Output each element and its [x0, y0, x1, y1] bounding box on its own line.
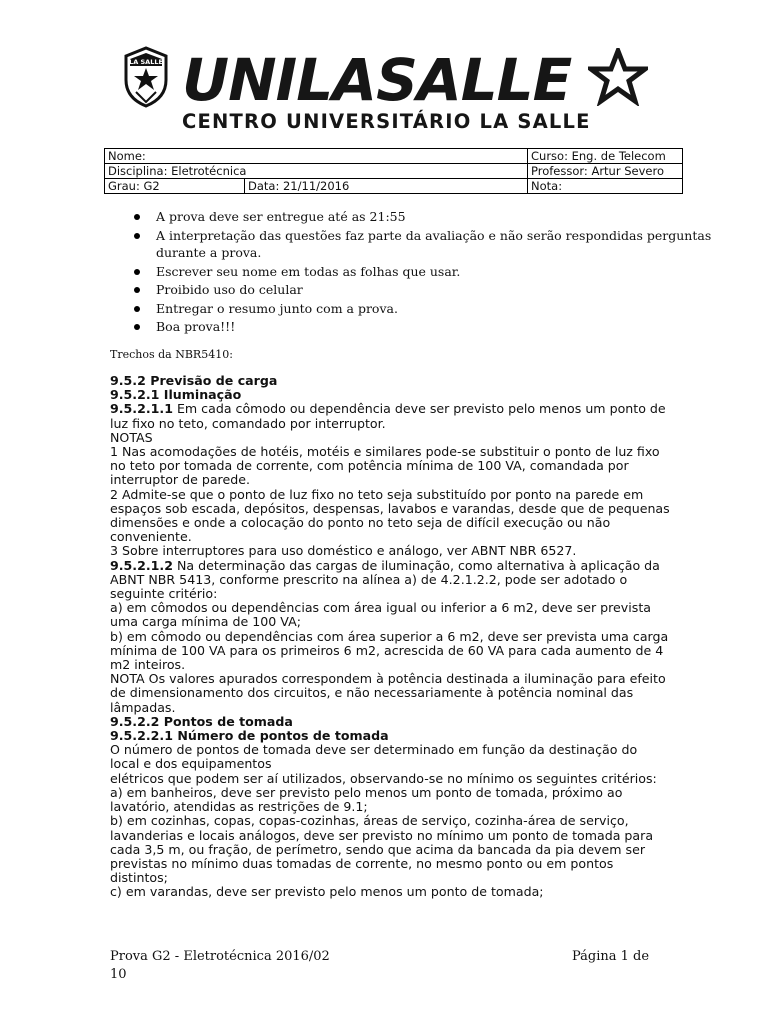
list-item: c) em varandas, deve ser previsto pelo menos um ponto de tomada;: [110, 884, 544, 900]
curso-cell: Curso: Eng. de Telecom: [528, 149, 683, 164]
nbr5410-excerpt: [110, 374, 670, 900]
page-number: Página 1 de: [572, 949, 650, 964]
grau-cell: Grau: G2: [105, 179, 245, 194]
list-item: A interpretação das questões faz parte da avaliação e não serão respondidas perguntas durante a prova.: [156, 227, 716, 262]
list-item: Escrever seu nome em todas as folhas que usar.: [156, 263, 716, 281]
table-row: [105, 149, 683, 164]
footer-title: Prova G2 - Eletrotécnica 2016/02: [110, 949, 330, 964]
disciplina-cell: Disciplina: Eletrotécnica: [105, 164, 528, 179]
section-heading: 9.5.2.1 Iluminação: [110, 387, 242, 403]
paragraph: elétricos que podem ser aí utilizados, observando-se no mínimo os seguintes critérios:: [110, 770, 657, 786]
clause-number: 9.5.2.1.2: [110, 557, 173, 573]
la-salle-crest-icon: [122, 46, 170, 108]
document-header: [122, 44, 652, 132]
excerpt-label: Trechos da NBR5410:: [110, 348, 233, 361]
exam-rules-list: [110, 208, 716, 337]
list-item: b) em cozinhas, copas, copas-cozinhas, áreas de serviço, cozinha-área de serviço, lavanderias e locais análogos, deve ser previsto no mínimo um ponto de tomada para cada 3,5 m, ou fração, de perímetro, sendo que acima da bancada da pia devem ser previstas no mínimo duas tomadas de corrente, no mesmo ponto ou em pontos distintos;: [110, 813, 654, 886]
notes-heading: NOTAS: [110, 429, 153, 445]
list-item: Proibido uso do celular: [156, 281, 716, 299]
brand-wordmark: UNILASALLE: [182, 46, 572, 114]
paragraph: [110, 559, 670, 602]
paragraph: [110, 402, 670, 430]
brand-subtitle: CENTRO UNIVERSITÁRIO LA SALLE: [182, 110, 591, 133]
note: 3 Sobre interruptores para uso doméstico e análogo, ver ABNT NBR 6527.: [110, 543, 577, 559]
list-item: Entregar o resumo junto com a prova.: [156, 300, 716, 318]
nome-field[interactable]: Nome:: [105, 149, 528, 164]
clause-number: 9.5.2.1.1: [110, 401, 173, 417]
table-row: [105, 179, 683, 194]
clause-text: Em cada cômodo ou dependência deve ser previsto pelo menos um ponto de luz fixo no teto, comandado por interruptor.: [110, 401, 666, 431]
list-item: b) em cômodo ou dependências com área superior a 6 m2, deve ser prevista uma carga mínima de 100 VA para os primeiros 6 m2, acrescida de 60 VA para cada aumento de 4 m2 inteiros.: [110, 628, 669, 673]
list-item: Boa prova!!!: [156, 318, 716, 336]
crest-label: LA SALLE: [129, 58, 163, 66]
footer-page-total: 10: [110, 967, 127, 982]
note: NOTA Os valores apurados correspondem à potência destinada a iluminação para efeito de dimensionamento dos circuitos, e não necessariamente à potência nominal das lâmpadas.: [110, 671, 666, 715]
note: 2 Admite-se que o ponto de luz fixo no teto seja substituído por ponto na parede em espaços sob escada, depósitos, despensas, lavabos e varandas, desde que de pequenas dimensões e onde a colocação do ponto no teto seja de difícil execução ou não conveniente.: [110, 486, 670, 545]
section-heading: 9.5.2.2.1 Número de pontos de tomada: [110, 728, 389, 744]
paragraph: O número de pontos de tomada deve ser determinado em função da destinação do local e dos equipamentos: [110, 742, 638, 772]
section-heading: 9.5.2 Previsão de carga: [110, 373, 278, 388]
list-item: A prova deve ser entregue até as 21:55: [156, 208, 716, 226]
note: 1 Nas acomodações de hotéis, motéis e similares pode-se substituir o ponto de luz fixo no teto por tomada de corrente, com potência mínima de 100 VA, comandada por interruptor de parede.: [110, 444, 660, 488]
section-heading: 9.5.2.2 Pontos de tomada: [110, 713, 293, 729]
table-row: [105, 164, 683, 179]
list-item: a) em banheiros, deve ser previsto pelo menos um ponto de tomada, próximo ao lavatório, atendidas as restrições de 9.1;: [110, 784, 623, 815]
data-cell: Data: 21/11/2016: [245, 179, 528, 194]
clause-text: Na determinação das cargas de iluminação, como alternativa à aplicação da ABNT NBR 5413, conforme prescrito na alínea a) de 4.2.1.2.2, pode ser adotado o seguinte critério:: [110, 557, 660, 602]
star-outline-icon: [588, 48, 648, 106]
list-item: a) em cômodos ou dependências com área igual ou inferior a 6 m2, deve ser prevista uma carga mínima de 100 VA;: [110, 600, 651, 630]
nota-field[interactable]: Nota:: [528, 179, 683, 194]
page-footer: [110, 948, 350, 984]
exam-info-table: [104, 148, 683, 194]
professor-cell: Professor: Artur Severo: [528, 164, 683, 179]
